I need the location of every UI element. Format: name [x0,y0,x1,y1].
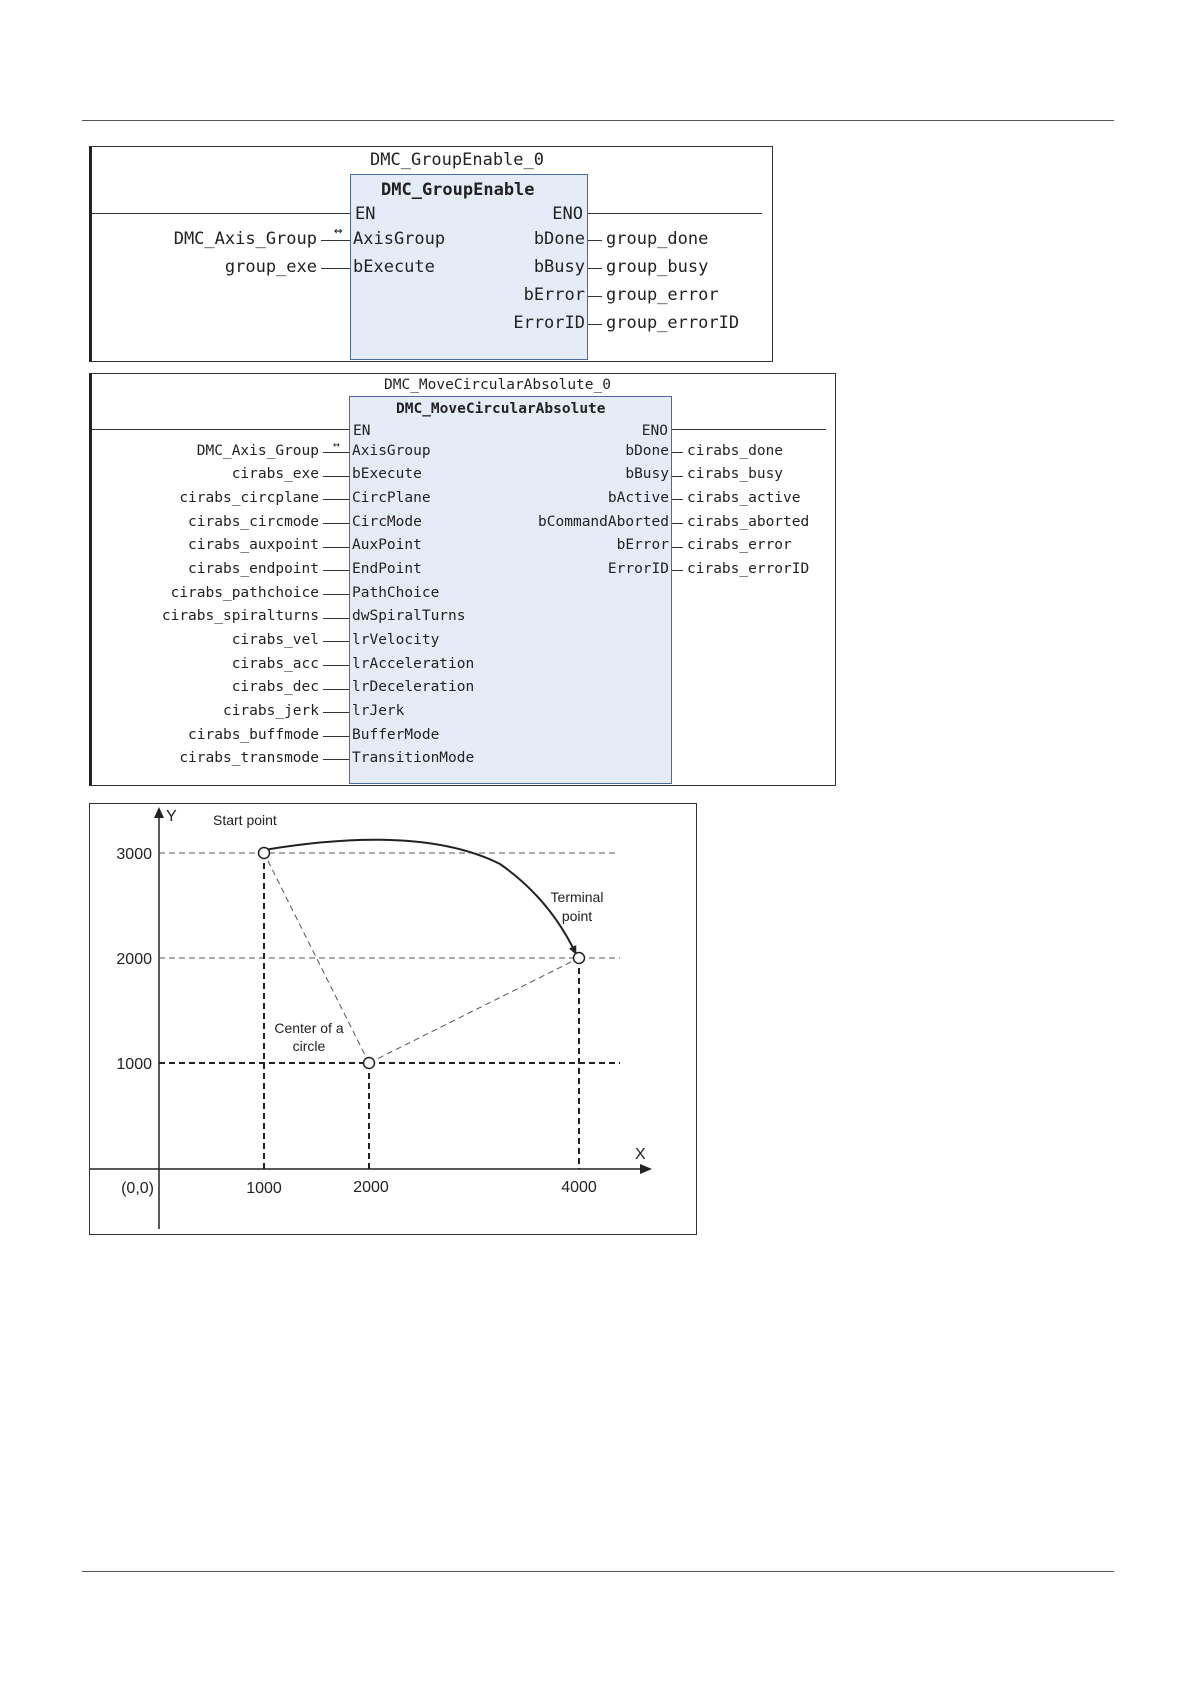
input-pin-lrdeceleration: lrDeceleration [352,679,475,696]
input-pin-axisgroup: AxisGroup [353,228,446,249]
input-variable-auxpoint: cirabs_auxpoint [188,537,319,554]
en-wire-left [92,213,350,214]
output-variable-berror: cirabs_error [687,537,792,554]
input-variable-bexecute: group_exe [224,256,317,277]
y-axis-arrow-icon [154,807,164,818]
move-circular-panel [89,373,836,786]
input-pin-auxpoint: AuxPoint [352,537,422,554]
center-point [364,1058,375,1069]
center-label-line1: Center of a [274,1020,344,1036]
output-wire [672,452,683,453]
input-variable-circplane: cirabs_circplane [179,490,319,507]
input-pin-pathchoice: PathChoice [352,584,440,601]
output-variable-bcommandaborted: cirabs_aborted [687,513,810,530]
group-enable-panel [89,146,773,362]
input-wire [323,736,349,737]
input-wire [323,499,349,500]
input-variable-endpoint: cirabs_endpoint [188,561,319,577]
start-point-label: Start point [213,812,277,828]
start-point [259,848,270,859]
input-variable-circmode: cirabs_circmode [188,513,319,530]
input-pin-axisgroup: AxisGroup [352,442,431,459]
input-variable-axisgroup: DMC_Axis_Group [173,228,317,249]
input-wire [323,665,349,666]
en-pin: EN [355,204,376,224]
input-variable-transitionmode: cirabs_transmode [179,750,319,767]
output-variable-errorid: cirabs_errorID [687,561,810,577]
output-variable-bdone: group_done [606,228,709,249]
input-pin-lrvelocity: lrVelocity [352,631,440,648]
origin-label: (0,0) [121,1180,154,1197]
input-pin-dwspiralturns: dwSpiralTurns [352,608,466,625]
input-wire [323,452,349,453]
move-circular-instance-name: DMC_MoveCircularAbsolute_0 [384,377,611,393]
output-pin-bdone: bDone [625,442,669,459]
x-tick-2000: 2000 [353,1179,389,1196]
output-pin-bactive: bActive [607,490,669,507]
circular-path-figure [89,803,697,1235]
output-wire [672,547,683,548]
eno-wire-right [672,429,826,430]
output-pin-berror: bError [523,284,585,305]
input-variable-lrjerk: cirabs_jerk [222,702,319,719]
input-pin-buffermode: BufferMode [352,726,440,743]
x-tick-1000: 1000 [246,1180,282,1197]
footer-rule [82,1571,1114,1572]
input-wire [321,240,350,241]
input-wire [323,594,349,595]
output-pin-bbusy: bBusy [625,466,669,483]
group-enable-block-title: DMC_GroupEnable [381,180,535,200]
circular-arc-path [264,840,576,954]
output-variable-errorid: group_errorID [606,312,740,333]
eno-pin: ENO [552,204,583,224]
output-wire [588,268,602,269]
input-variable-pathchoice: cirabs_pathchoice [170,584,319,601]
input-pin-circmode: CircMode [352,513,422,530]
x-axis-label: X [635,1146,646,1163]
output-wire [588,296,602,297]
input-pin-bexecute: bExecute [352,466,422,483]
en-wire-left [92,429,349,430]
x-tick-4000: 4000 [561,1179,597,1196]
input-wire [323,759,349,760]
output-wire [588,240,602,241]
input-wire [323,570,349,571]
input-variable-axisgroup: DMC_Axis_Group [196,442,319,459]
input-variable-dwspiralturns: cirabs_spiralturns [161,608,319,625]
radius-to-terminal [369,958,579,1063]
input-variable-buffermode: cirabs_buffmode [188,726,319,743]
output-wire [672,570,683,571]
output-wire [588,324,602,325]
y-tick-3000: 3000 [116,846,152,863]
output-wire [672,523,683,524]
input-variable-lrdeceleration: cirabs_dec [231,679,319,696]
input-pin-circplane: CircPlane [352,490,431,507]
output-pin-bcommandaborted: bCommandAborted [538,513,669,530]
inout-arrow-icon: ↔ [334,223,343,239]
inout-arrow-icon: ↔ [333,436,340,451]
input-wire [323,547,349,548]
input-pin-lracceleration: lrAcceleration [352,655,475,672]
input-wire [323,618,349,619]
eno-wire-right [588,213,762,214]
input-wire [323,523,349,524]
y-tick-2000: 2000 [116,951,152,968]
input-pin-transitionmode: TransitionMode [352,750,475,767]
output-wire [672,499,683,500]
move-circular-block-title: DMC_MoveCircularAbsolute [396,401,606,417]
y-axis-label: Y [166,808,177,825]
eno-pin: ENO [641,423,668,439]
input-variable-lrvelocity: cirabs_vel [231,631,319,648]
input-wire [323,641,349,642]
group-enable-instance-name: DMC_GroupEnable_0 [370,150,544,170]
y-tick-1000: 1000 [116,1056,152,1073]
output-pin-bbusy: bBusy [533,256,585,277]
input-variable-bexecute: cirabs_exe [231,466,319,483]
input-pin-endpoint: EndPoint [352,561,422,577]
circular-path-svg [90,804,696,1234]
input-variable-lracceleration: cirabs_acc [231,655,319,672]
output-variable-berror: group_error [606,284,719,305]
output-variable-bbusy: cirabs_busy [687,466,784,483]
input-wire [323,689,349,690]
output-pin-berror: bError [616,537,669,554]
input-wire [323,476,349,477]
terminal-point-label-line2: point [561,908,593,924]
input-pin-lrjerk: lrJerk [352,702,405,719]
output-pin-errorid: ErrorID [513,312,585,333]
input-pin-bexecute: bExecute [353,256,435,277]
input-wire [323,712,349,713]
terminal-point-label-line1: Terminal [550,889,604,905]
output-variable-bactive: cirabs_active [687,490,801,507]
x-axis-arrow-icon [640,1164,652,1174]
en-pin: EN [353,423,371,439]
output-pin-errorid: ErrorID [607,561,669,577]
output-pin-bdone: bDone [533,228,585,249]
output-variable-bdone: cirabs_done [687,442,784,459]
output-variable-bbusy: group_busy [606,256,709,277]
terminal-point [574,953,585,964]
input-wire [321,268,350,269]
center-label-line2: circle [292,1038,326,1054]
header-rule [82,120,1114,121]
output-wire [672,476,683,477]
